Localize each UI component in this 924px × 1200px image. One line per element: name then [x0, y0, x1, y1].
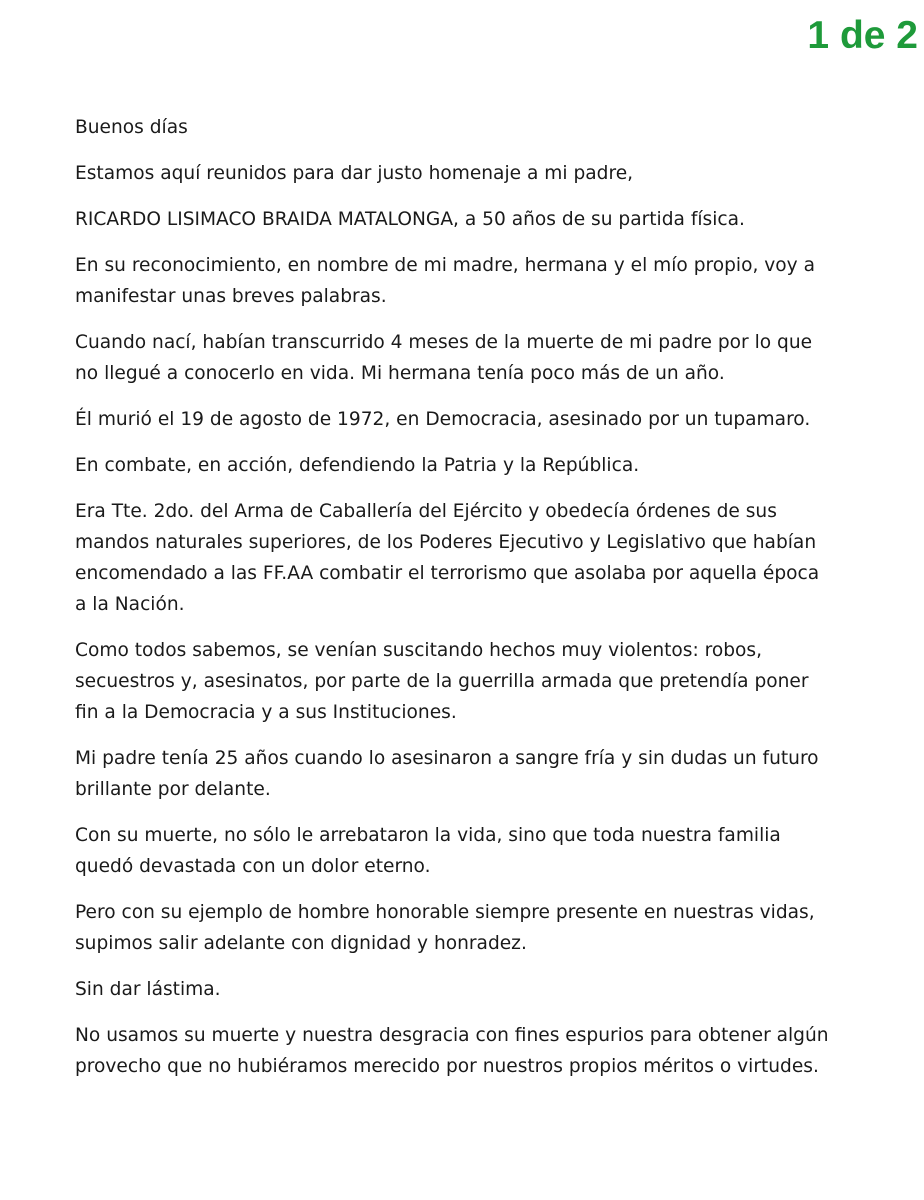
text-line: Pero con su ejemplo de hombre honorable siempre presente en nuestras vidas, — [75, 902, 815, 923]
text-line: Cuando nací, habían transcurrido 4 meses de la muerte de mi padre por lo que — [75, 332, 813, 353]
text-line: mandos naturales superiores, de los Poderes Ejecutivo y Legislativo que habían — [75, 532, 817, 553]
text-line: Como todos sabemos, se venían suscitando hechos muy violentos: robos, — [75, 640, 763, 661]
paragraph-no-profit — [75, 1020, 875, 1082]
text-line: supimos salir adelante con dignidad y honradez. — [75, 933, 527, 954]
paragraph-intro — [75, 158, 875, 189]
text-line: Sin dar lástima. — [75, 979, 221, 1000]
paragraph-birth — [75, 327, 875, 389]
text-line: En combate, en acción, defendiendo la Patria y la República. — [75, 455, 640, 476]
paragraph-family — [75, 820, 875, 882]
text-line: En su reconocimiento, en nombre de mi madre, hermana y el mío propio, voy a — [75, 255, 815, 276]
text-line: Con su muerte, no sólo le arrebataron la vida, sino que toda nuestra familia — [75, 825, 781, 846]
paragraph-combat — [75, 450, 875, 481]
text-line: Mi padre tenía 25 años cuando lo asesinaron a sangre fría y sin dudas un futuro — [75, 748, 819, 769]
document-body — [75, 112, 875, 1097]
paragraph-example — [75, 897, 875, 959]
text-line: No usamos su muerte y nuestra desgracia con fines espurios para obtener algún — [75, 1025, 829, 1046]
paragraph-greeting — [75, 112, 875, 143]
paragraph-recognition — [75, 250, 875, 312]
text-line: manifestar unas breves palabras. — [75, 286, 387, 307]
page-counter: 1 de 2 — [807, 14, 918, 57]
text-line: a la Nación. — [75, 594, 185, 615]
text-line: Era Tte. 2do. del Arma de Caballería del Ejército y obedecía órdenes de sus — [75, 501, 777, 522]
text-line: quedó devastada con un dolor eterno. — [75, 856, 431, 877]
paragraph-death — [75, 404, 875, 435]
text-line: RICARDO LISIMACO BRAIDA MATALONGA, a 50 años de su partida física. — [75, 209, 745, 230]
paragraph-age — [75, 743, 875, 805]
paragraph-name — [75, 204, 875, 235]
text-line: secuestros y, asesinatos, por parte de la guerrilla armada que pretendía poner — [75, 671, 809, 692]
text-line: fin a la Democracia y a sus Instituciones. — [75, 702, 457, 723]
paragraph-no-pity — [75, 974, 875, 1005]
text-line: no llegué a conocerlo en vida. Mi hermana tenía poco más de un año. — [75, 363, 725, 384]
text-line: brillante por delante. — [75, 779, 271, 800]
text-line: Buenos días — [75, 117, 188, 138]
paragraph-rank — [75, 496, 875, 620]
text-line: provecho que no hubiéramos merecido por nuestros propios méritos o virtudes. — [75, 1056, 819, 1077]
text-line: encomendado a las FF.AA combatir el terrorismo que asolaba por aquella época — [75, 563, 820, 584]
text-line: Él murió el 19 de agosto de 1972, en Democracia, asesinado por un tupamaro. — [75, 409, 811, 430]
paragraph-violence — [75, 635, 875, 728]
text-line: Estamos aquí reunidos para dar justo homenaje a mi padre, — [75, 163, 634, 184]
